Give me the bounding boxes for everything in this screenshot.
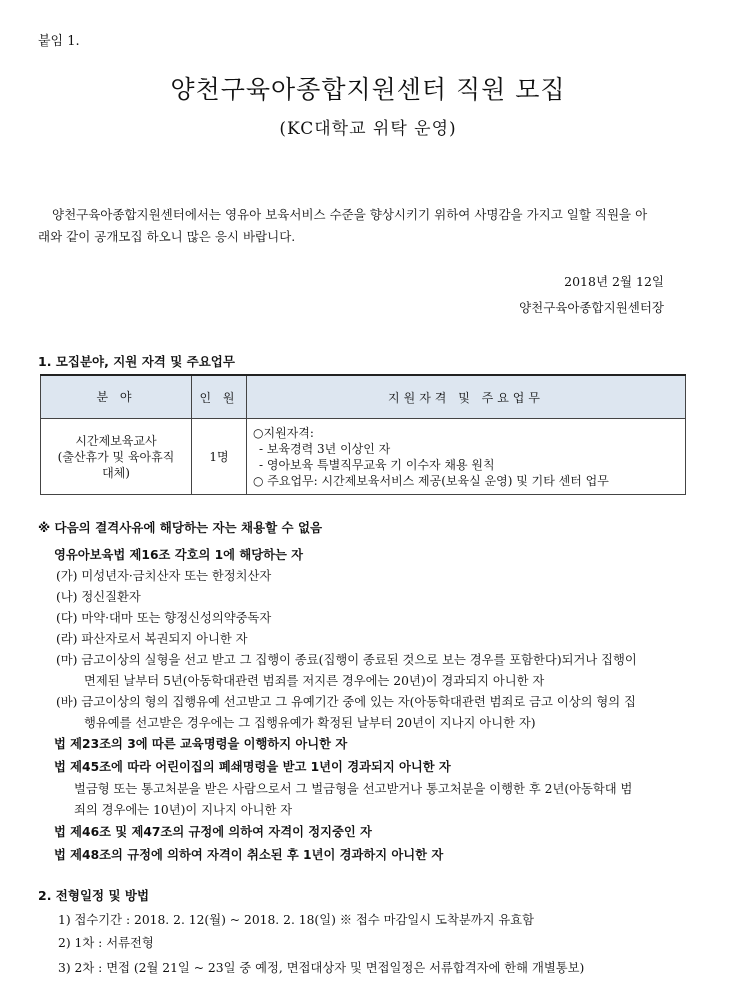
schedule-item: 3) 2차 : 면접 (2월 21일 ~ 23일 중 예정, 면접대상자 및 면접일정은 서류합격자에 한해 개별통보)	[58, 961, 585, 975]
section-2-heading: 2. 전형일정 및 방법	[38, 888, 150, 903]
count-cell: 1명	[192, 419, 247, 495]
disq-line: 죄의 경우에는 10년)이 지나지 아니한 자	[74, 803, 293, 817]
disq-line: 벌금형 또는 통고처분을 받은 사람으로서 그 벌금형을 선고받거나 통고처분을 이행한 후 2년(아동학대 범	[74, 782, 633, 796]
schedule-item: 1) 접수기간 : 2018. 2. 12(월) ~ 2018. 2. 18(일) ※ 접수 마감일시 도착분까지 유효함	[58, 913, 535, 927]
details-cell	[247, 419, 686, 495]
recruitment-table	[40, 374, 686, 495]
table-header-details: 지원자격 및 주요업무	[247, 375, 686, 419]
field-cell	[41, 419, 192, 495]
disq-line: 법 제46조 및 제47조의 규정에 의하여 자격이 정지중인 자	[54, 825, 372, 839]
section-1-heading: 1. 모집분야, 지원 자격 및 주요업무	[38, 354, 235, 369]
schedule-item: 2) 1차 : 서류전형	[58, 936, 154, 950]
details-line: ○ 주요업무: 시간제보육서비스 제공(보육실 운영) 및 기타 센터 업무	[253, 473, 609, 488]
table-header-field: 분 야	[41, 375, 192, 419]
disq-line: 영유아보육법 제16조 각호의 1에 해당하는 자	[54, 548, 304, 562]
table-header-count: 인 원	[192, 375, 247, 419]
page-title: 양천구육아종합지원센터 직원 모집	[170, 75, 566, 104]
field-name: 시간제보육교사	[75, 433, 157, 448]
details-line: - 영아보육 특별직무교육 기 이수자 채용 원칙	[259, 457, 495, 472]
disq-line: (나) 정신질환자	[56, 590, 141, 604]
disq-line: 법 제48조의 규정에 의하여 자격이 취소된 후 1년이 경과하지 아니한 자	[54, 848, 444, 862]
disq-line: (다) 마약·대마 또는 향정신성의약중독자	[56, 611, 272, 625]
notice-issuer: 양천구육아종합지원센터장	[519, 300, 664, 315]
disqualification-heading: ※ 다음의 결격사유에 해당하는 자는 채용할 수 없음	[38, 520, 323, 535]
field-note-1: (출산휴가 및 육아휴직	[57, 449, 175, 464]
attachment-label: 붙임 1.	[38, 34, 80, 49]
disq-line: 법 제23조의 3에 따른 교육명령을 이행하지 아니한 자	[54, 737, 348, 751]
disq-line: 법 제45조에 따라 어린이집의 폐쇄명령을 받고 1년이 경과되지 아니한 자	[54, 760, 451, 774]
disq-line: (가) 미성년자·금치산자 또는 한정치산자	[56, 569, 272, 583]
disq-line: 행유예를 선고받은 경우에는 그 집행유예가 확정된 날부터 20년이 지나지 아니한 자)	[84, 716, 536, 730]
intro-line-2: 래와 같이 공개모집 하오니 많은 응시 바랍니다.	[38, 229, 296, 244]
field-note-2: 대체)	[102, 465, 130, 480]
details-line: - 보육경력 3년 이상인 자	[259, 441, 391, 456]
table-header-row	[41, 375, 686, 419]
disq-line: (마) 금고이상의 실형을 선고 받고 그 집행이 종료(집행이 종료된 것으로 보는 경우를 포함한다)되거나 집행이	[56, 653, 637, 667]
intro-line-1: 양천구육아종합지원센터에서는 영유아 보육서비스 수준을 향상시키기 위하여 사명감을 가지고 일할 직원을 아	[52, 207, 648, 222]
disq-line: 면제된 날부터 5년(아동학대관련 범죄를 저지른 경우에는 20년)이 경과되지 아니한 자	[84, 674, 545, 688]
table-row	[41, 419, 686, 495]
page-subtitle: (KC대학교 위탁 운영)	[279, 119, 457, 139]
disq-line: (라) 파산자로서 복권되지 아니한 자	[56, 632, 248, 646]
disq-line: (바) 금고이상의 형의 집행유예 선고받고 그 유예기간 중에 있는 자(아동학대관련 범죄로 금고 이상의 형의 집	[56, 695, 636, 709]
details-line: ○지원자격:	[253, 425, 314, 440]
notice-date: 2018년 2월 12일	[564, 274, 664, 289]
